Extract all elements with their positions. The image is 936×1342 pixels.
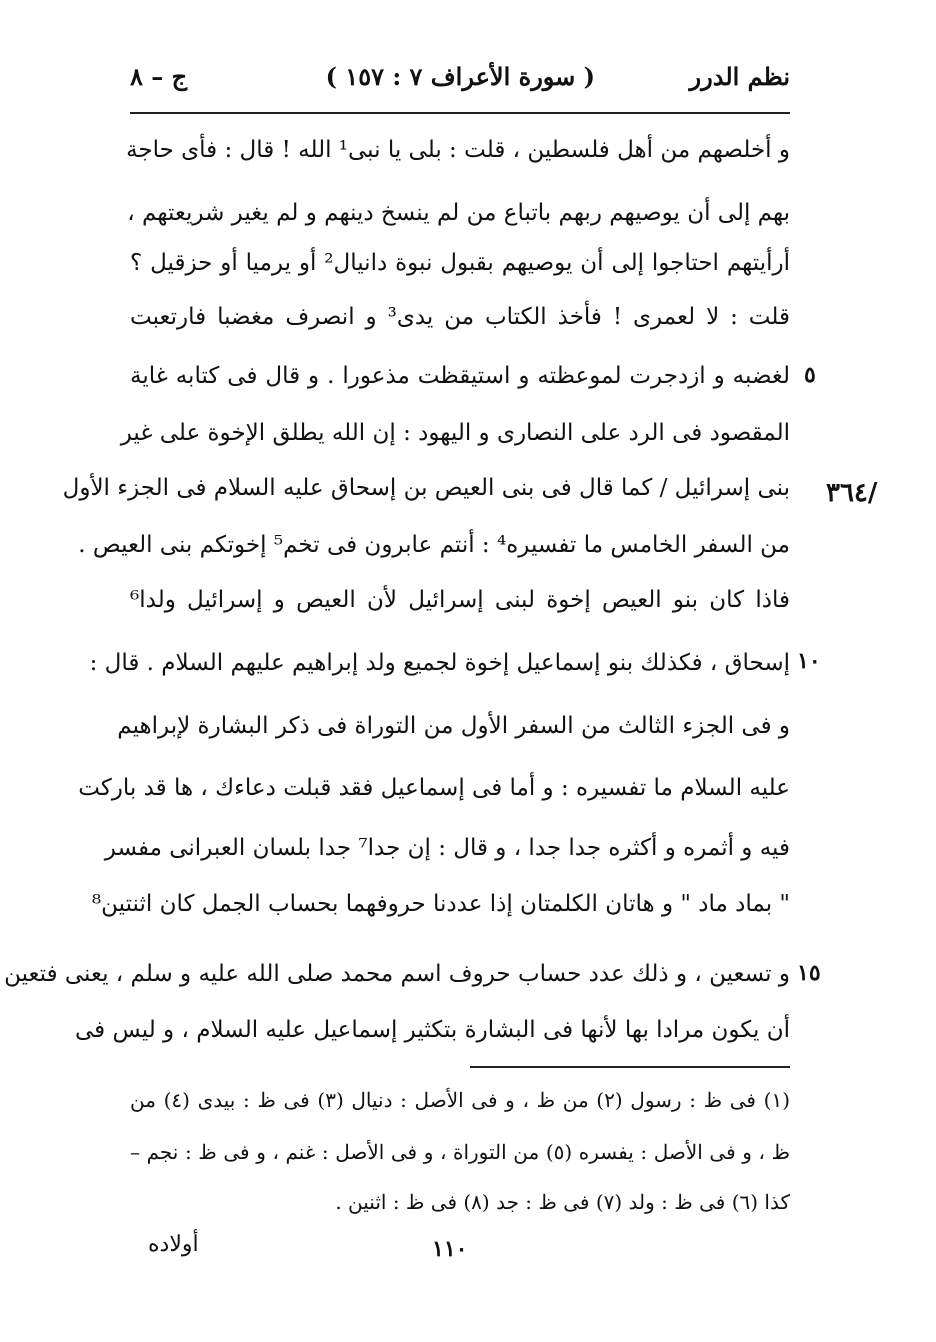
header-book-title: نظم الدرر	[689, 62, 790, 91]
body-line: أن يكون مرادا بها لأنها فى البشارة بتكثير إسماعيل عليه السلام ، و ليس فى	[75, 1017, 790, 1043]
page-number: ١١٠	[432, 1236, 468, 1262]
body-line: و تسعين ، و ذلك عدد حساب حروف اسم محمد صلى الله عليه و سلم ، يعنى فتعين	[4, 961, 790, 987]
body-line: عليه السلام ما تفسيره : و أما فى إسماعيل فقد قبلت دعاءك ، ها قد باركت	[78, 775, 790, 801]
line-number-5: ٥	[804, 362, 816, 388]
body-line: أرأيتهم احتاجوا إلى أن يوصيهم بقبول نبوة دانيال² أو يرميا أو حزقيل ؟	[130, 250, 790, 276]
line-number-15: ١٥	[797, 960, 821, 986]
body-line: فيه و أثمره و أكثره جدا جدا ، و قال : إن جدا⁷ جدا بلسان العبرانى مفسر	[104, 835, 790, 861]
body-line: بنى إسرائيل / كما قال فى بنى العيص بن إسحاق عليه السلام فى الجزء الأول	[62, 475, 790, 501]
catchword: أولاده	[148, 1232, 199, 1257]
body-line: المقصود فى الرد على النصارى و اليهود : إن الله يطلق الإخوة على غير	[120, 420, 790, 446]
body-line: إسحاق ، فكذلك بنو إسماعيل إخوة لجميع ولد إبراهيم عليهم السلام . قال :	[89, 650, 790, 676]
body-line: و أخلصهم من أهل فلسطين ، قلت : بلى يا نبى¹ الله ! قال : فأى حاجة	[126, 137, 790, 163]
body-line: من السفر الخامس ما تفسيره⁴ : أنتم عابرون فى تخم⁵ إخوتكم بنى العيص .	[78, 532, 790, 558]
footnote-line: (١) فى ظ : رسول (٢) من ظ ، و فى الأصل : دنيال (٣) فى ظ : بيدى (٤) من	[130, 1088, 790, 1112]
body-line: قلت : لا لعمرى ! فأخذ الكتاب من يدى³ و انصرف مغضبا فارتعبت	[130, 304, 791, 330]
header-surah-reference: ( سورة الأعراف ٧ : ١٥٧ )	[325, 62, 595, 91]
footnote-line: كذا (٦) فى ظ : ولد (٧) فى ظ : جد (٨) فى ظ : اثنين .	[335, 1190, 790, 1214]
body-line: فاذا كان بنو العيص إخوة لبنى إسرائيل لأن العيص و إسرائيل ولدا⁶	[130, 587, 790, 613]
body-line: و فى الجزء الثالث من السفر الأول من التوراة فى ذكر البشارة لإبراهيم	[117, 713, 790, 739]
line-number-10: ١٠	[797, 648, 821, 674]
header-rule	[130, 112, 790, 114]
footnote-line: ظ ، و فى الأصل : يفسره (٥) من التوراة ، و فى الأصل : غنم ، و فى ظ : نجم –	[130, 1140, 791, 1164]
body-line: " بماد ماد " و هاتان الكلمتان إذا عددنا حروفهما بحساب الجمل كان اثنتين⁸	[91, 891, 790, 917]
header-part-number: ج – ٨	[130, 62, 188, 91]
footnote-rule	[470, 1066, 790, 1068]
margin-manuscript-reference: /٣٦٤	[826, 478, 878, 508]
body-line: بهم إلى أن يوصيهم ربهم باتباع من لم ينسخ دينهم و لم يغير شريعتهم ،	[127, 200, 790, 226]
body-line: لغضبه و ازدجرت لموعظته و استيقظت مذعورا . و قال فى كتابه غاية	[130, 363, 790, 389]
running-header	[130, 62, 790, 98]
